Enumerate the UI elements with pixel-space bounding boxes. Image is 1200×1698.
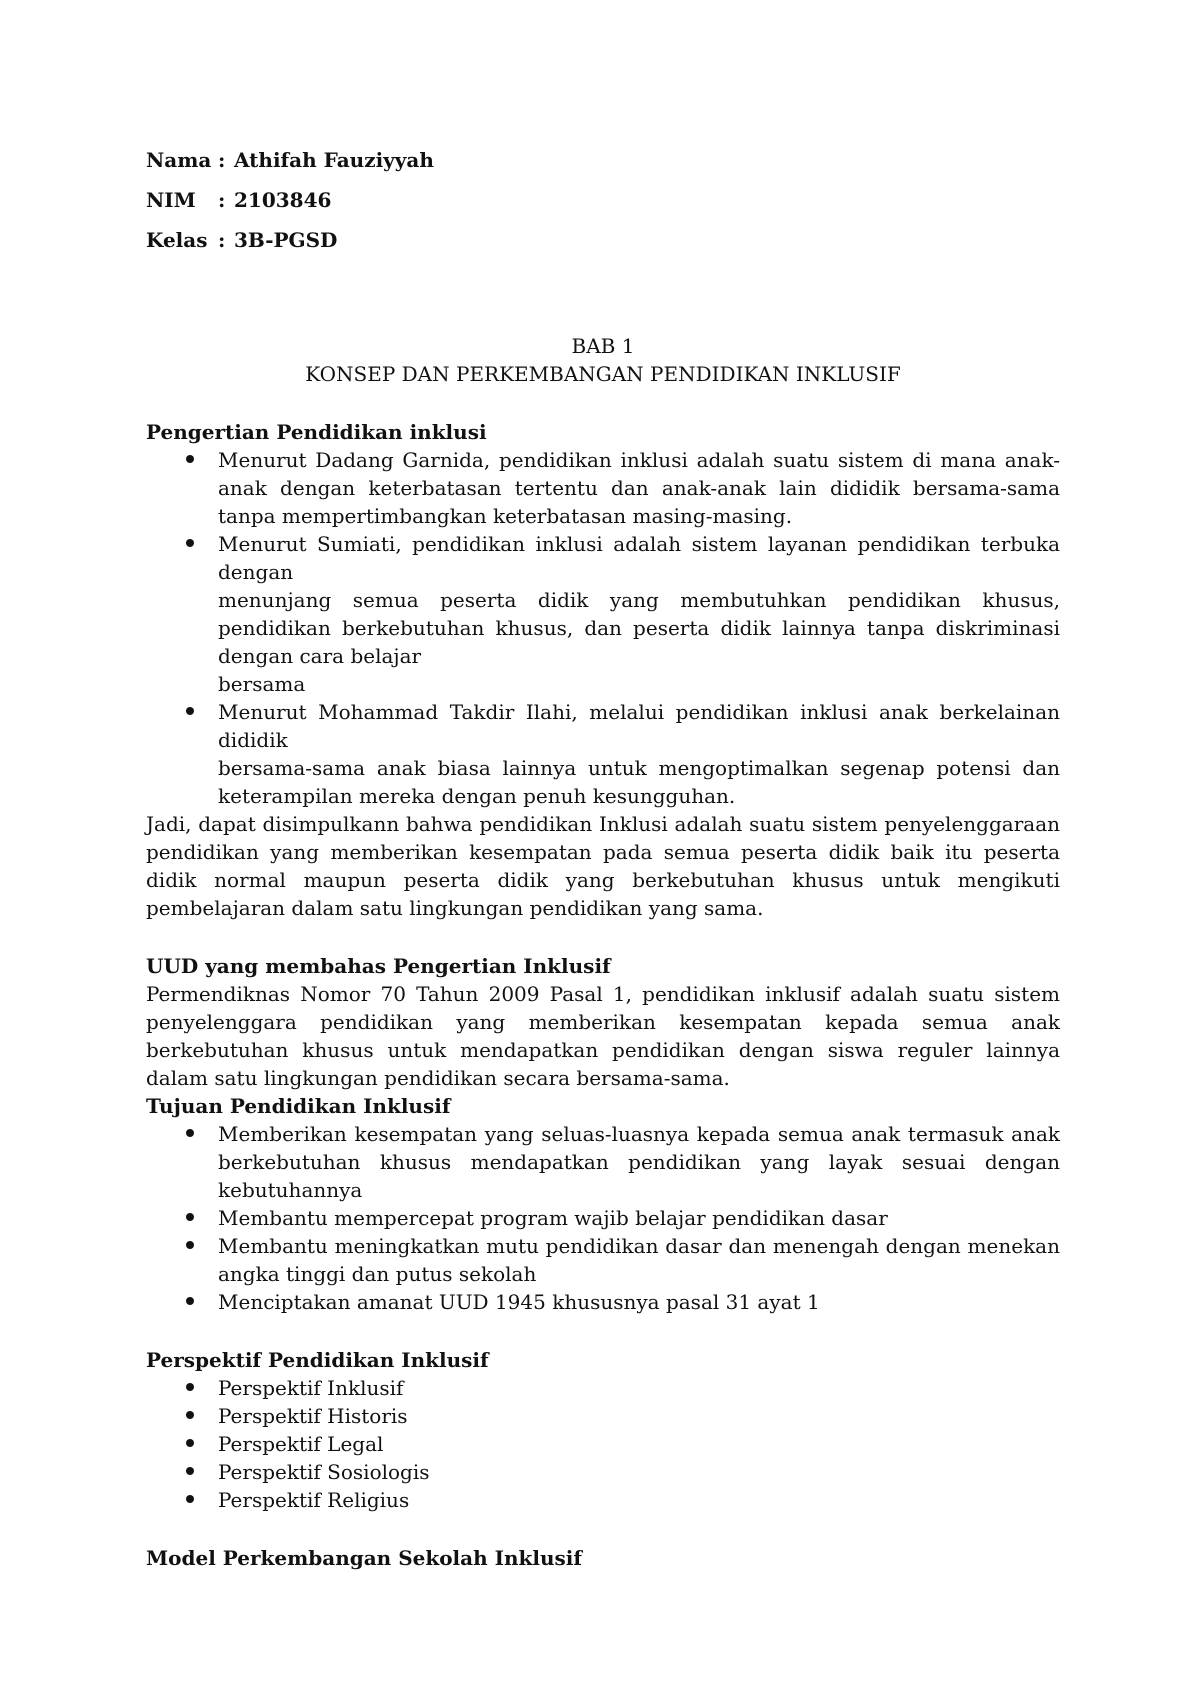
list-item — [146, 1402, 1060, 1430]
uud-paragraph: Permendiknas Nomor 70 Tahun 2009 Pasal 1, pendidikan inklusif adalah suatu sistem penyelenggara pendidikan yang memberikan kesempatan kepada semua anak berkebutuhan khusus untuk mendapatkan pendidikan dengan siswa reguler lainnya dalam satu lingkungan pendidikan secara bersama-sama. — [146, 982, 1060, 1090]
kelas-label: Kelas — [146, 228, 208, 252]
tujuan-list — [146, 1120, 1060, 1316]
list-item-text: Perspektif Inklusif — [218, 1376, 404, 1400]
section-heading-perspektif: Perspektif Pendidikan Inklusif — [146, 1348, 489, 1372]
list-item-text: Perspektif Sosiologis — [218, 1460, 430, 1484]
document-content — [146, 140, 1060, 1572]
list-item-text: Perspektif Historis — [218, 1404, 408, 1428]
bullet-icon — [186, 1495, 194, 1503]
list-item — [146, 446, 1060, 530]
bullet-icon — [186, 1383, 194, 1391]
list-item-text: Membantu mempercepat program wajib belajar pendidikan dasar — [218, 1206, 888, 1230]
list-item — [146, 1232, 1060, 1288]
conclusion-paragraph: Jadi, dapat disimpulkann bahwa pendidikan Inklusi adalah suatu sistem penyelenggaraan pendidikan yang memberikan kesempatan pada semua peserta didik baik itu peserta didik normal maupun peserta didik yang berkebutuhan khusus untuk mengikuti pembelajaran dalam satu lingkungan pendidikan yang sama. — [146, 812, 1060, 920]
chapter-title-block — [146, 332, 1060, 388]
list-item-text: Membantu meningkatkan mutu pendidikan dasar dan menengah dengan menekan angka tinggi dan putus sekolah — [218, 1234, 1060, 1286]
chapter-title: KONSEP DAN PERKEMBANGAN PENDIDIKAN INKLUSIF — [305, 362, 901, 386]
bullet-icon — [186, 1213, 194, 1221]
bullet-icon — [186, 707, 194, 715]
bullet-icon — [186, 1241, 194, 1249]
kelas-separator: : — [218, 228, 226, 252]
section-heading-uud: UUD yang membahas Pengertian Inklusif — [146, 954, 611, 978]
list-item — [146, 1204, 1060, 1232]
nama-label: Nama — [146, 148, 212, 172]
bullet-icon — [186, 1411, 194, 1419]
list-item-text: Memberikan kesempatan yang seluas-luasnya kepada semua anak termasuk anak berkebutuhan khusus mendapatkan pendidikan yang layak sesuai dengan kebutuhannya — [218, 1122, 1060, 1202]
section-heading-pengertian: Pengertian Pendidikan inklusi — [146, 420, 487, 444]
nim-separator: : — [218, 188, 226, 212]
list-item-text: Perspektif Religius — [218, 1488, 410, 1512]
list-item — [146, 1458, 1060, 1486]
list-item-text: Menciptakan amanat UUD 1945 khususnya pasal 31 ayat 1 — [218, 1290, 820, 1314]
list-item-text: menunjang semua peserta didik yang membutuhkan pendidikan khusus, pendidikan berkebutuhan khusus, dan peserta didik lainnya tanpa diskriminasi dengan cara belajar — [218, 588, 1060, 668]
bullet-icon — [186, 1467, 194, 1475]
list-item — [146, 1288, 1060, 1316]
nama-separator: : — [218, 148, 226, 172]
list-item — [146, 1486, 1060, 1514]
perspektif-list — [146, 1374, 1060, 1514]
list-item-text: Menurut Mohammad Takdir Ilahi, melalui pendidikan inklusi anak berkelainan dididik — [218, 700, 1060, 752]
list-item-text: bersama-sama anak biasa lainnya untuk mengoptimalkan segenap potensi dan keterampilan mereka dengan penuh kesungguhan. — [218, 756, 1060, 808]
section-heading-tujuan: Tujuan Pendidikan Inklusif — [146, 1094, 451, 1118]
nim-label: NIM — [146, 188, 196, 212]
bullet-icon — [186, 455, 194, 463]
pengertian-list — [146, 446, 1060, 810]
list-item — [146, 698, 1060, 810]
list-item-text: Menurut Sumiati, pendidikan inklusi adalah sistem layanan pendidikan terbuka dengan — [218, 532, 1060, 584]
list-item-text: Perspektif Legal — [218, 1432, 384, 1456]
list-item — [146, 530, 1060, 698]
chapter-number: BAB 1 — [571, 334, 635, 358]
list-item — [146, 1430, 1060, 1458]
bullet-icon — [186, 539, 194, 547]
bullet-icon — [186, 1439, 194, 1447]
list-item-text: Menurut Dadang Garnida, pendidikan inklusi adalah suatu sistem di mana anak-anak dengan keterbatasan tertentu dan anak-anak lain dididik bersama-sama tanpa mempertimbangkan keterbatasan masing-masing. — [218, 448, 1060, 528]
nim-value: 2103846 — [234, 188, 332, 212]
list-item-text: bersama — [218, 672, 306, 696]
bullet-icon — [186, 1297, 194, 1305]
kelas-value: 3B-PGSD — [234, 228, 338, 252]
nama-value: Athifah Fauziyyah — [234, 148, 434, 172]
nama-row — [146, 140, 1060, 180]
nim-row — [146, 180, 1060, 220]
kelas-row — [146, 220, 1060, 260]
bullet-icon — [186, 1129, 194, 1137]
list-item — [146, 1374, 1060, 1402]
section-heading-model: Model Perkembangan Sekolah Inklusif — [146, 1546, 582, 1570]
list-item — [146, 1120, 1060, 1204]
